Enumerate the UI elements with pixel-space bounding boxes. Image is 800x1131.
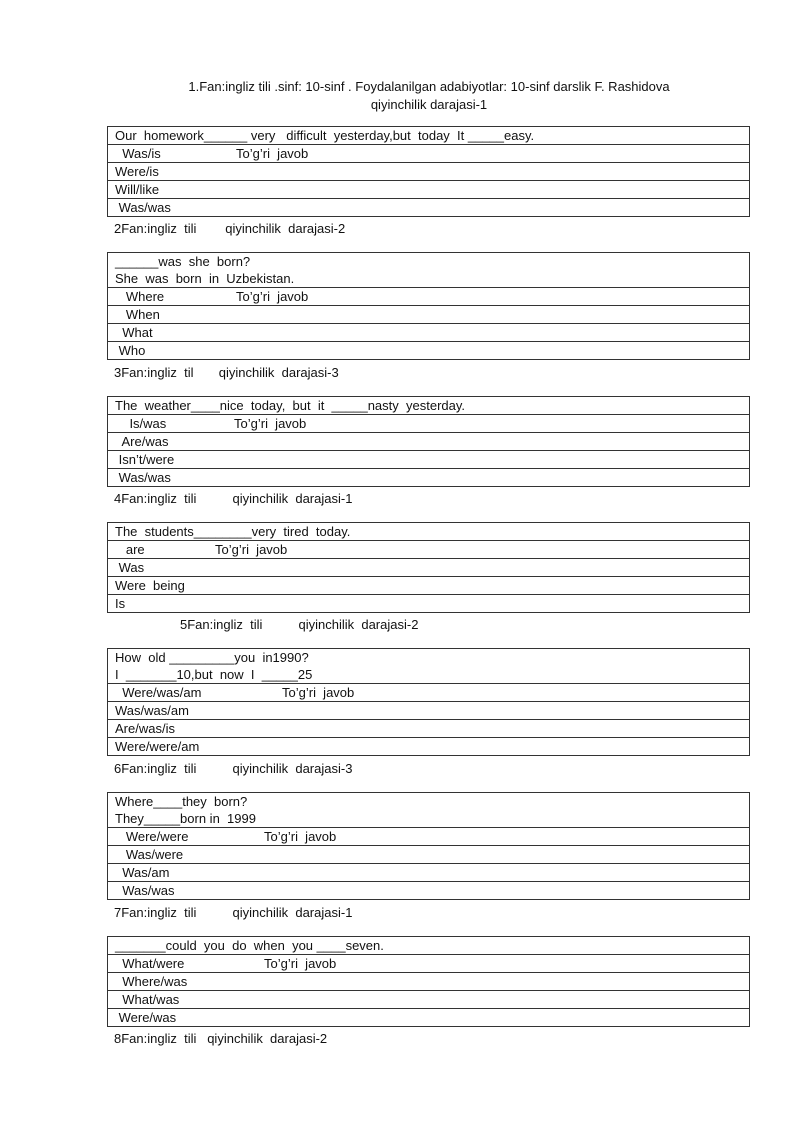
option-d: Was/was	[108, 882, 750, 900]
correct-answer-label: To’g’ri javob	[264, 956, 337, 971]
correct-answer-label: To’g’ri javob	[236, 146, 309, 161]
option-b: Was/was/am	[108, 702, 750, 720]
correct-answer-label: To’g’ri javob	[282, 685, 355, 700]
option-b: Where/was	[108, 973, 750, 991]
option-c: Isn’t/were	[108, 451, 750, 469]
question-stem: Our homework______ very difficult yesterday,but today It _____easy.	[108, 127, 750, 145]
option-a: What/were To’g’ri javob	[108, 955, 750, 973]
question-heading: 5Fan:ingliz tili qiyinchilik darajasi-2	[180, 617, 419, 632]
option-b: Was	[108, 559, 750, 577]
option-d: Was/was	[108, 199, 750, 217]
question-stem: The weather____nice today, but it _____nasty yesterday.	[108, 397, 750, 415]
option-c: Were being	[108, 577, 750, 595]
option-d: Who	[108, 342, 750, 360]
title-line-1: 1.Fan:ingliz tili .sinf: 10-sinf . Foydalanilgan adabiyotlar: 10-sinf darslik F. Rashidova	[188, 79, 670, 94]
option-b: Was/were	[108, 846, 750, 864]
question-4	[107, 522, 750, 613]
option-c: Are/was/is	[108, 720, 750, 738]
question-6	[107, 792, 750, 900]
option-a: Were/were To’g’ri javob	[108, 828, 750, 846]
option-d: Were/was	[108, 1009, 750, 1027]
question-heading: 6Fan:ingliz tili qiyinchilik darajasi-3	[114, 761, 353, 776]
option-d: Were/were/am	[108, 738, 750, 756]
question-5	[107, 648, 750, 756]
question-stem: ______was she born? She was born in Uzbekistan.	[108, 253, 750, 288]
question-stem: _______could you do when you ____seven.	[108, 937, 750, 955]
correct-answer-label: To’g’ri javob	[215, 542, 288, 557]
document-title	[0, 78, 800, 114]
question-1	[107, 126, 750, 217]
question-heading: 4Fan:ingliz tili qiyinchilik darajasi-1	[114, 491, 353, 506]
question-7	[107, 936, 750, 1027]
question-heading: 7Fan:ingliz tili qiyinchilik darajasi-1	[114, 905, 353, 920]
option-b: When	[108, 306, 750, 324]
question-stem: Where____they born? They_____born in 1999	[108, 793, 750, 828]
correct-answer-label: To’g’ri javob	[234, 416, 307, 431]
question-heading: 2Fan:ingliz tili qiyinchilik darajasi-2	[114, 221, 346, 236]
title-line-2: qiyinchilik darajasi-1	[370, 97, 488, 112]
question-heading: 8Fan:ingliz tili qiyinchilik darajasi-2	[114, 1031, 328, 1046]
option-d: Was/was	[108, 469, 750, 487]
question-stem: How old _________you in1990? I _______10,but now I _____25	[108, 649, 750, 684]
correct-answer-label: To’g’ri javob	[236, 289, 309, 304]
question-heading: 3Fan:ingliz til qiyinchilik darajasi-3	[114, 365, 339, 380]
question-2	[107, 252, 750, 360]
option-a: Where To’g’ri javob	[108, 288, 750, 306]
option-a: Was/is To’g’ri javob	[108, 145, 750, 163]
option-a: Is/was To’g’ri javob	[108, 415, 750, 433]
option-a: Were/was/am To’g’ri javob	[108, 684, 750, 702]
option-d: Is	[108, 595, 750, 613]
question-3	[107, 396, 750, 487]
question-stem: The students________very tired today.	[108, 523, 750, 541]
option-c: Will/like	[108, 181, 750, 199]
option-c: What	[108, 324, 750, 342]
option-a: are To’g’ri javob	[108, 541, 750, 559]
option-c: Was/am	[108, 864, 750, 882]
option-b: Were/is	[108, 163, 750, 181]
correct-answer-label: To’g’ri javob	[264, 829, 337, 844]
option-b: Are/was	[108, 433, 750, 451]
option-c: What/was	[108, 991, 750, 1009]
